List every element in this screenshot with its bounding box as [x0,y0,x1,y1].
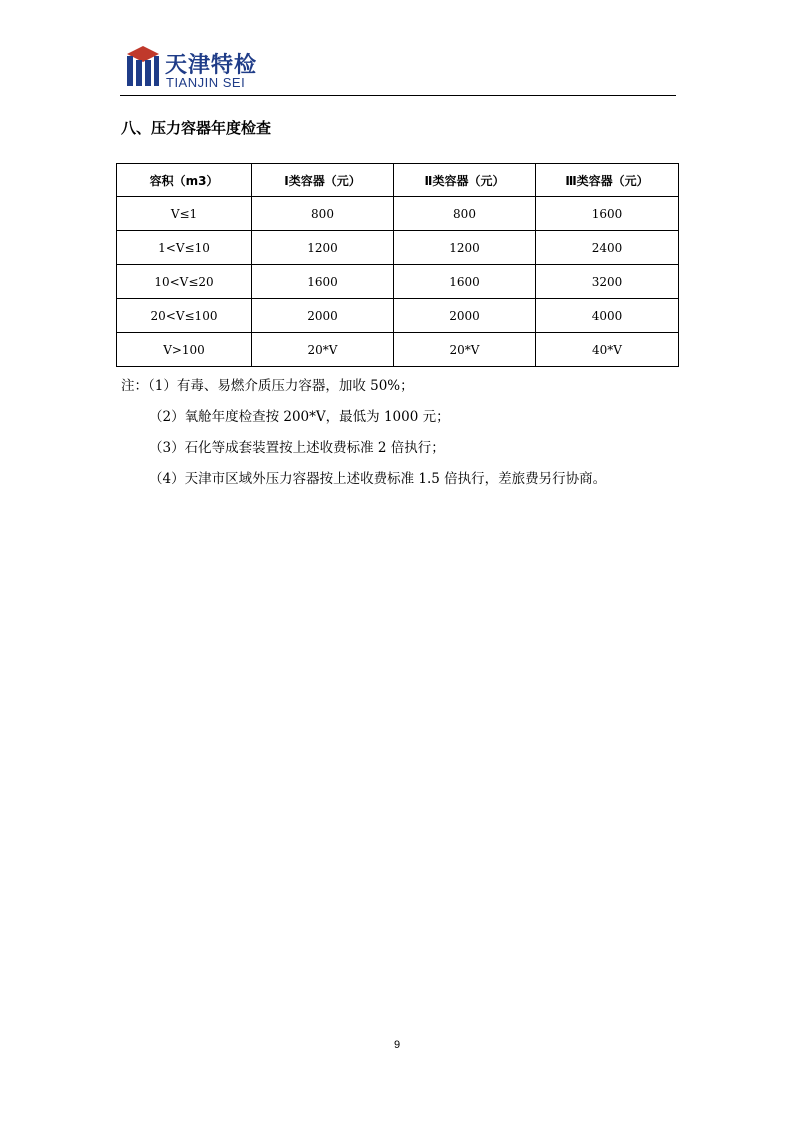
section-title: 八、压力容器年度检查 [121,119,272,137]
table-cell: 2000 [252,299,394,333]
header-class-3: Ⅲ类容器（元） [536,164,679,197]
header-volume: 容积（m3） [117,164,252,197]
header-class-1: Ⅰ类容器（元） [252,164,394,197]
notes-block [121,374,701,498]
logo-chinese-name: 天津特检 [165,53,258,78]
table-row [117,299,679,333]
table-cell: 1<V≤10 [117,231,252,265]
table-row [117,265,679,299]
table-row [117,333,679,367]
table-cell: 800 [252,197,394,231]
header-class-2: Ⅱ类容器（元） [394,164,536,197]
note-1: 注：（1）有毒、易燃介质压力容器，加收 50%； [121,378,414,394]
table-row [117,231,679,265]
table-cell: 2000 [394,299,536,333]
table-cell: 20*V [252,333,394,367]
table-cell: 4000 [536,299,679,333]
table-cell: V≤1 [117,197,252,231]
company-logo-icon [125,44,161,88]
table-cell: 3200 [536,265,679,299]
table-cell: 1600 [536,197,679,231]
table-cell: 1600 [394,265,536,299]
note-4: （4）天津市区域外压力容器按上述收费标准 1.5 倍执行，差旅费另行协商。 [149,471,607,487]
table-cell: 1200 [252,231,394,265]
table-cell: 800 [394,197,536,231]
table-cell: 20<V≤100 [117,299,252,333]
page-header [120,42,676,96]
page-number: 9 [393,1039,401,1051]
table-cell: V>100 [117,333,252,367]
table-row [117,197,679,231]
table-header-row [117,164,679,197]
table-cell: 40*V [536,333,679,367]
table-cell: 1200 [394,231,536,265]
table-cell: 10<V≤20 [117,265,252,299]
fee-table [116,163,679,367]
table-cell: 20*V [394,333,536,367]
note-2: （2）氧舱年度检查按 200*V，最低为 1000 元； [149,409,450,425]
note-3: （3）石化等成套装置按上述收费标准 2 倍执行； [149,440,445,456]
table-cell: 2400 [536,231,679,265]
logo-english-name: TIANJIN SEI [166,75,246,90]
table-cell: 1600 [252,265,394,299]
